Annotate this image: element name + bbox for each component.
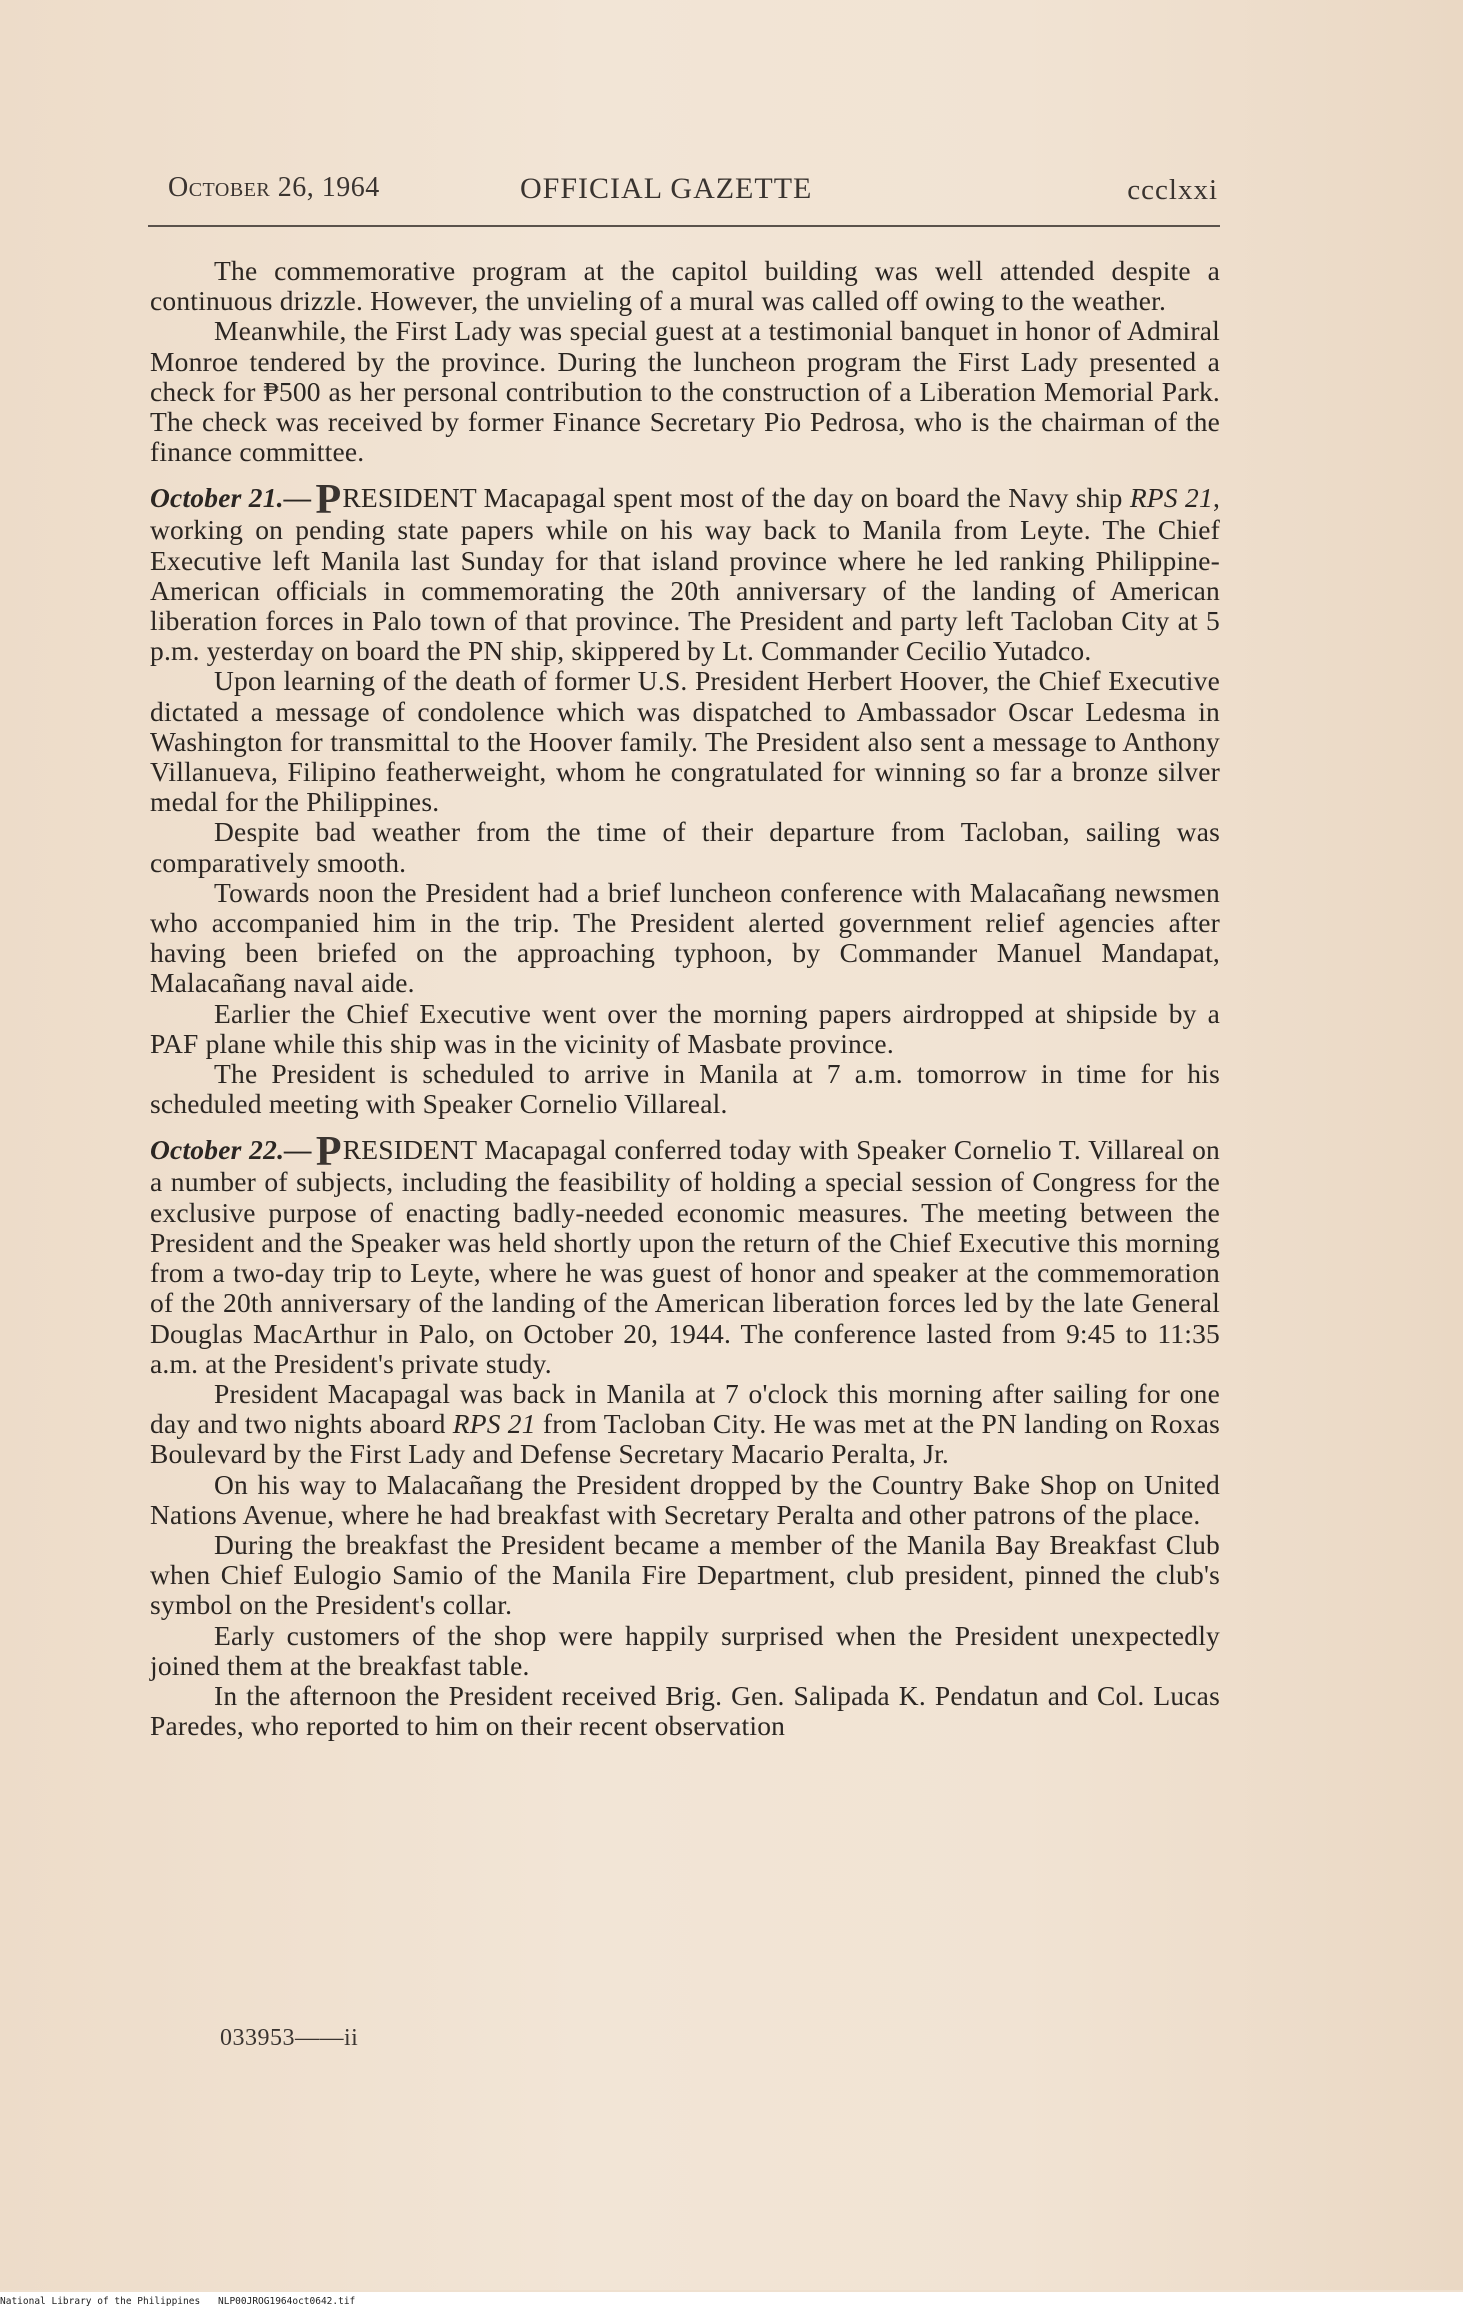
paragraph: During the breakfast the President became a member of the Manila Bay Breakfast Club when Chief Eulogio Samio of the Manila Fire Department, club president, pinned the club's symbol on the President's collar.	[150, 1528, 1220, 1621]
drop-cap: P	[315, 477, 342, 524]
paragraph: On his way to Malacañang the President dropped by the Country Bake Shop on United Nations Avenue, where he had breakfast with Secretary Peralta and other patrons of the place.	[150, 1468, 1220, 1530]
paragraph: The commemorative program at the capitol building was well attended despite a continuous drizzle. However, the unvieling of a mural was called off owing to the weather.	[150, 255, 1220, 317]
publication-title: OFFICIAL GAZETTE	[520, 172, 813, 205]
paragraph: Meanwhile, the First Lady was special guest at a testimonial banquet in honor of Admiral Monroe tendered by the province. During the luncheon program the First Lady presented a check for ₱500 as her personal contribution to the construction of a Liberation Memorial Park. The check was received by former Finance Secretary Pio Pedrosa, who is the chairman of the finance committee.	[150, 315, 1220, 468]
paragraph: Despite bad weather from the time of their departure from Tacloban, sailing was comparatively smooth.	[150, 816, 1220, 878]
ship-name: RPS 21	[452, 1408, 536, 1440]
issue-date: October 26, 1964	[168, 172, 380, 203]
drop-cap: P	[315, 1129, 342, 1176]
header-rule	[148, 225, 1220, 227]
paragraph: The President is scheduled to arrive in Manila at 7 a.m. tomorrow in time for his scheduled meeting with Speaker Cornelio Villareal.	[150, 1058, 1220, 1120]
entry-date: October 22.—	[150, 1134, 312, 1166]
paragraph: President Macapagal was back in Manila at 7 o'clock this morning after sailing for one day and two nights aboard RPS 21 from Tacloban City. He was met at the PN landing on Roxas Boulevard by the First Lady and Defense Secretary Macario Peralta, Jr.	[150, 1377, 1221, 1470]
entry-october-21: October 21.—PRESIDENT Macapagal spent most of the day on board the Navy ship RPS 21, working on pending state papers while on his way back to Manila from Leyte. The Chief Executive left Manila last Sunday for that island province where he led ranking Philippine-American officials in commemorating the 20th anniversary of the landing of American liberation forces in Palo town of that province. The President and party left Tacloban City at 5 p.m. yesterday on board the PN ship, skippered by Lt. Commander Cecilio Yutadco.	[150, 477, 1221, 667]
library-credit: National Library of the Philippines	[0, 2296, 201, 2307]
ship-name: RPS 21	[1129, 482, 1213, 514]
paragraph: Early customers of the shop were happily surprised when the President unexpectedly joined them at the breakfast table.	[150, 1619, 1220, 1681]
paragraph: Upon learning of the death of former U.S. President Herbert Hoover, the Chief Executive dictated a message of condolence which was dispatched to Ambassador Oscar Ledesma in Washington for transmittal to the Hoover family. The President also sent a message to Anthony Villanueva, Filipino featherweight, whom he congratulated for winning so far a bronze silver medal for the Philippines.	[150, 665, 1220, 818]
page-header	[168, 172, 1218, 222]
print-code: 033953——ii	[220, 2025, 359, 2051]
paragraph: Earlier the Chief Executive went over the morning papers airdropped at shipside by a PAF plane while this ship was in the vicinity of Masbate province.	[150, 997, 1220, 1059]
entry-date: October 21.—	[150, 482, 312, 514]
paragraph: Towards noon the President had a brief luncheon conference with Malacañang newsmen who accompanied him in the trip. The President alerted government relief agencies after having been briefed on the approaching typhoon, by Commander Manuel Mandapat, Malacañang naval aide.	[150, 876, 1220, 999]
page-number: ccclxxi	[1127, 174, 1218, 206]
scan-filename: NLP00JROG1964oct0642.tif	[218, 2296, 356, 2307]
article-body	[150, 256, 1220, 1741]
paragraph: In the afternoon the President received Brig. Gen. Salipada K. Pendatun and Col. Lucas Paredes, who reported to him on their recent observation	[150, 1679, 1220, 1742]
entry-october-22: October 22.—PRESIDENT Macapagal conferred today with Speaker Cornelio T. Villareal on a number of subjects, including the feasibility of holding a special session of Congress for the exclusive purpose of enacting badly-needed economic measures. The meeting between the President and the Speaker was held shortly upon the return of the Chief Executive this morning from a two-day trip to Leyte, where he was guest of honor and speaker at the commemoration of the 20th anniversary of the landing of the American liberation forces led by the late General Douglas MacArthur in Palo, on October 20, 1944. The conference lasted from 9:45 to 11:35 a.m. at the President's private study.	[150, 1129, 1221, 1379]
